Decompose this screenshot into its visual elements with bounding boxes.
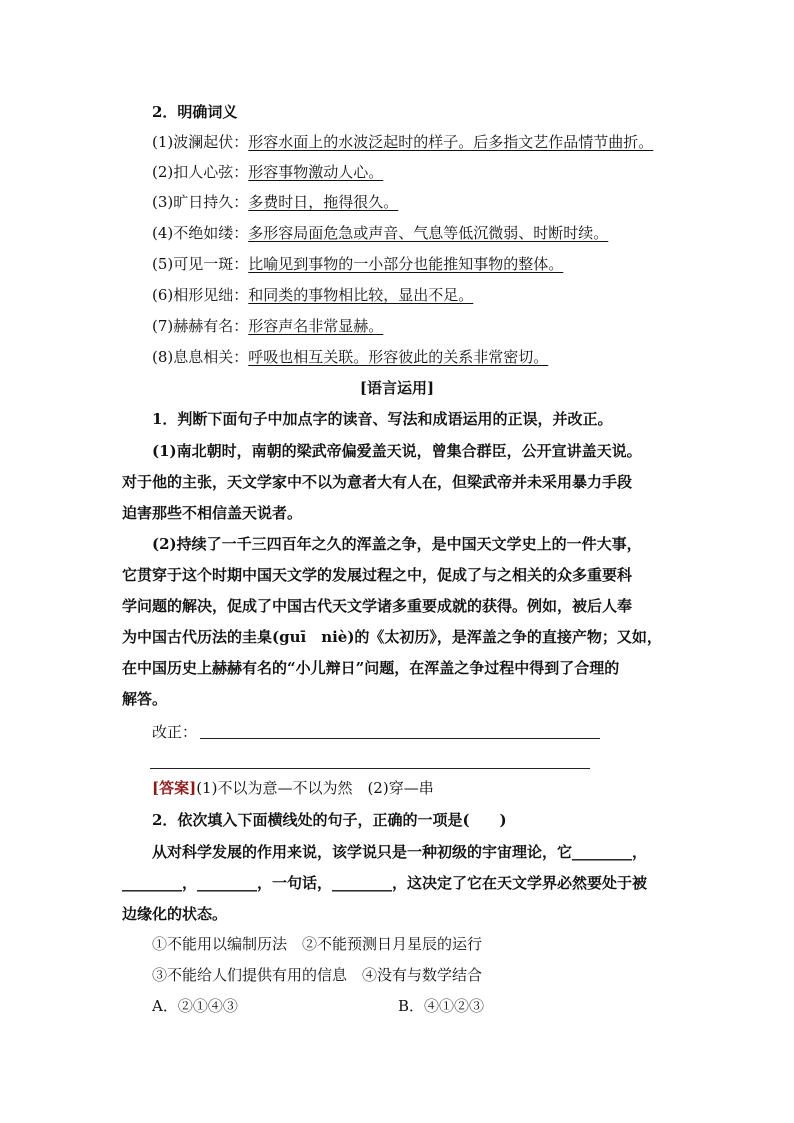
definition-text: 多形容局面危急或声音、气息等低沉微弱、时断时续。 bbox=[248, 224, 609, 242]
definition-item bbox=[152, 285, 473, 305]
definition-term: (1)波澜起伏： bbox=[152, 133, 249, 151]
definition-item bbox=[152, 347, 548, 367]
definition-term: (3)旷日持久： bbox=[152, 193, 249, 211]
definition-item bbox=[152, 162, 383, 182]
definition-item bbox=[152, 132, 653, 152]
choice-a[interactable]: A．②①④③ bbox=[152, 997, 238, 1015]
question-prompt: 2．依次填入下面横线处的句子，正确的一项是( ) bbox=[152, 811, 507, 829]
definition-text: 呼吸也相互关联。形容彼此的关系非常密切。 bbox=[248, 348, 549, 366]
definition-item bbox=[152, 316, 383, 336]
passage-line: 解答。 bbox=[122, 690, 168, 708]
options-line: ③不能给人们提供有用的信息 ④没有与数学结合 bbox=[152, 966, 483, 984]
passage-line: 对于他的主张，天文学家中不以为意者大有人在，但梁武帝并未采用暴力手段 bbox=[122, 473, 633, 491]
question-prompt: 1．判断下面句子中加点字的读音、写法和成语运用的正误，并改正。 bbox=[152, 410, 613, 428]
correction-label: 改正： bbox=[152, 723, 198, 741]
section-heading: 2．明确词义 bbox=[152, 103, 238, 121]
options-line: ①不能用以编制历法 ②不能预测日月星辰的运行 bbox=[152, 935, 483, 953]
definition-term: (4)不绝如缕： bbox=[152, 224, 249, 242]
answer-blank-line[interactable] bbox=[150, 768, 590, 769]
definition-term: (8)息息相关： bbox=[152, 348, 249, 366]
definition-item bbox=[152, 254, 563, 274]
definition-term: (2)扣人心弦： bbox=[152, 163, 249, 181]
stem-line: 边缘化的状态。 bbox=[122, 905, 228, 923]
answer-tag: [答案] bbox=[152, 779, 197, 797]
definition-term: (5)可见一斑： bbox=[152, 255, 249, 273]
stem-line: 从对科学发展的作用来说，该学说只是一种初级的宇宙理论，它________， bbox=[152, 843, 648, 861]
definition-text: 形容事物激动人心。 bbox=[248, 163, 384, 181]
answer-block bbox=[152, 778, 434, 798]
definition-text: 比喻见到事物的一小部分也能推知事物的整体。 bbox=[248, 255, 564, 273]
section-title: [语言运用] bbox=[359, 379, 435, 397]
passage-line: (2)持续了一千三四百年之久的浑盖之争，是中国天文学史上的一件大事， bbox=[152, 535, 642, 553]
definition-text: 多费时日，拖得很久。 bbox=[248, 193, 399, 211]
passage-line: (1)南北朝时，南朝的梁武帝偏爱盖天说，曾集合群臣，公开宣讲盖天说。 bbox=[152, 442, 642, 460]
passage-line: 为中国古代历法的圭臬(guī niè)的《太初历》，是浑盖之争的直接产物；又如， bbox=[122, 628, 662, 646]
definition-item bbox=[152, 192, 398, 212]
definition-text: 形容水面上的水波泛起时的样子。后多指文艺作品情节曲折。 bbox=[248, 133, 654, 151]
passage-line: 它贯穿于这个时期中国天文学的发展过程之中，促成了与之相关的众多重要科 bbox=[122, 566, 633, 584]
passage-line: 迫害那些不相信盖天说者。 bbox=[122, 504, 303, 522]
passage-line: 学问题的解决，促成了中国古代天文学诸多重要成就的获得。例如，被后人奉 bbox=[122, 597, 633, 615]
definition-text: 和同类的事物相比较，显出不足。 bbox=[248, 286, 474, 304]
definition-item bbox=[152, 223, 608, 243]
passage-line: 在中国历史上赫赫有名的“小儿辩日”问题，在浑盖之争过程中得到了合理的 bbox=[122, 659, 620, 677]
definition-text: 形容声名非常显赫。 bbox=[248, 317, 384, 335]
answer-blank-line[interactable] bbox=[200, 738, 600, 739]
answer-text: (1)不以为意—不以为然 (2)穿—串 bbox=[196, 779, 434, 797]
stem-line: ________，________，一句话，________，这决定了它在天文学界必然要处于被 bbox=[122, 874, 648, 892]
definition-term: (6)相形见绌： bbox=[152, 286, 249, 304]
choice-b[interactable]: B．④①②③ bbox=[398, 997, 485, 1015]
definition-term: (7)赫赫有名： bbox=[152, 317, 249, 335]
